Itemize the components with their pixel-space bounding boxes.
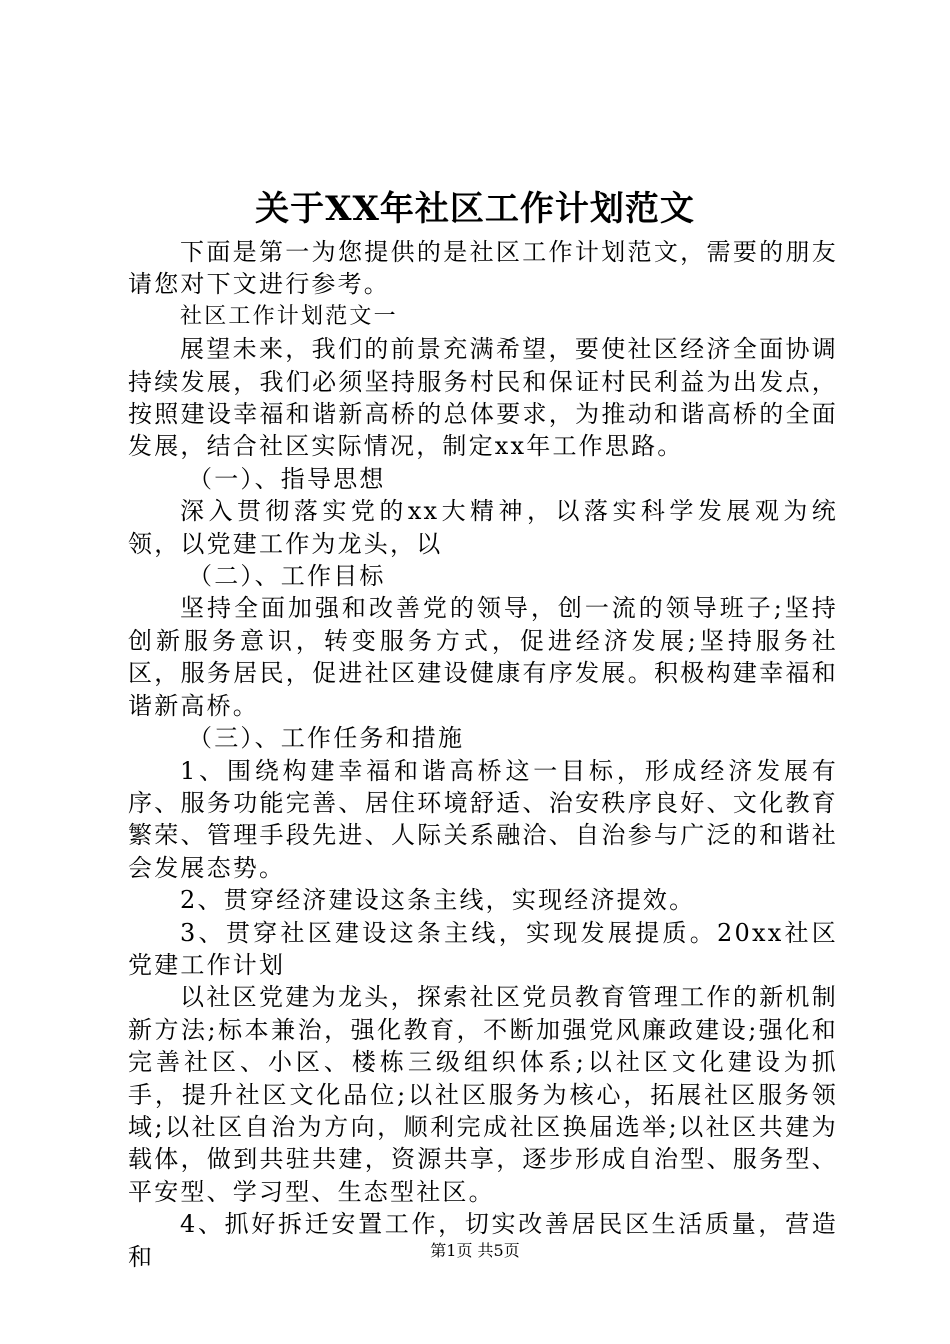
page-footer: 第1页 共5页 bbox=[430, 1241, 520, 1260]
task-item-3: 3、贯穿社区建设这条主线，实现发展提质。20xx社区党建工作计划 bbox=[128, 918, 838, 979]
guiding-ideology-paragraph: 深入贯彻落实党的xx大精神，以落实科学发展观为统领，以党建工作为龙头，以 bbox=[128, 497, 838, 558]
intro-paragraph: 下面是第一为您提供的是社区工作计划范文，需要的朋友请您对下文进行参考。 bbox=[128, 238, 838, 299]
task-item-4: 4、抓好拆迁安置工作，切实改善居民区生活质量，营造和 bbox=[128, 1210, 838, 1271]
task-item-2: 2、贯穿经济建设这条主线，实现经济提效。 bbox=[180, 886, 696, 915]
heading-guiding-ideology: （一）、指导思想 bbox=[188, 464, 386, 493]
heading-tasks-measures: （三）、工作任务和措施 bbox=[188, 724, 465, 753]
heading-work-goals: （二）、工作目标 bbox=[188, 562, 386, 591]
party-building-paragraph: 以社区党建为龙头，探索社区党员教育管理工作的新机制新方法;标本兼治，强化教育，不断加强党风廉政建设;强化和完善社区、小区、楼栋三级组织体系;以社区文化建设为抓手，提升社区文化品位;以社区服务为核心，拓展社区服务领域;以社区自治为方向，顺利完成社区换届选举;以社区共建为载体，做到共驻共建，资源共享，逐步形成自治型、服务型、平安型、学习型、生态型社区。 bbox=[128, 983, 838, 1206]
work-goals-paragraph: 坚持全面加强和改善党的领导，创一流的领导班子;坚持创新服务意识，转变服务方式，促进经济发展;坚持服务社区，服务居民，促进社区建设健康有序发展。积极构建幸福和谐新高桥。 bbox=[128, 594, 838, 720]
section-title-plan-one: 社区工作计划范文一 bbox=[180, 303, 398, 329]
document-title: 关于XX年社区工作计划范文 bbox=[255, 189, 695, 229]
document-body bbox=[128, 236, 838, 1273]
task-item-1: 1、围绕构建幸福和谐高桥这一目标，形成经济发展有序、服务功能完善、居住环境舒适、治安秩序良好、文化教育繁荣、管理手段先进、人际关系融洽、自治参与广泛的和谐社会发展态势。 bbox=[128, 756, 838, 882]
outlook-paragraph: 展望未来，我们的前景充满希望，要使社区经济全面协调持续发展，我们必须坚持服务村民和保证村民利益为出发点，按照建设幸福和谐新高桥的总体要求，为推动和谐高桥的全面发展，结合社区实际情况，制定xx年工作思路。 bbox=[128, 335, 838, 461]
